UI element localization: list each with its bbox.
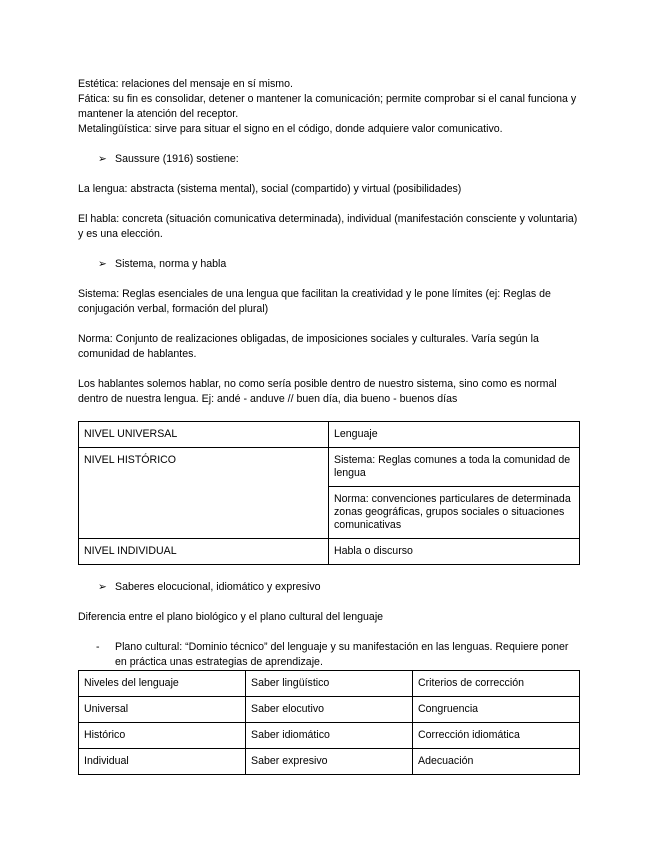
bullet-sistema-norma-habla (78, 257, 578, 272)
table-cell: Saber expresivo (246, 749, 413, 775)
table-cell: Sistema: Reglas comunes a toda la comunidad de lengua (329, 448, 580, 487)
arrow-bullet-icon: ➢ (98, 581, 107, 593)
table-cell: Norma: convenciones particulares de determinada zonas geográficas, grupos sociales o situaciones comunicativas (329, 487, 580, 539)
bullet-saussure-text: Saussure (1916) sostiene: (115, 153, 239, 165)
paragraph-norma: Norma: Conjunto de realizaciones obligadas, de imposiciones sociales y culturales. Varía según la comunidad de hablantes. (78, 333, 539, 360)
bullet-saberes (78, 580, 578, 595)
table-header-cell: Saber lingüístico (246, 671, 413, 697)
table-cell: NIVEL HISTÓRICO (79, 448, 329, 539)
saberes-table (78, 670, 580, 775)
table-cell: Lenguaje (329, 422, 580, 448)
document-page (78, 77, 578, 775)
table-row (79, 749, 580, 775)
table-cell: Histórico (79, 723, 246, 749)
table-cell: Individual (79, 749, 246, 775)
table-cell: Saber elocutivo (246, 697, 413, 723)
paragraph-lengua: La lengua: abstracta (sistema mental), social (compartido) y virtual (posibilidades) (78, 183, 462, 195)
bullet-saussure (78, 152, 578, 167)
paragraph-sistema: Sistema: Reglas esenciales de una lengua que facilitan la creatividad y le pone límites (ej: Reglas de conjugación verbal, formación del plural) (78, 288, 551, 315)
paragraph-diferencia: Diferencia entre el plano biológico y el plano cultural del lenguaje (78, 611, 384, 623)
paragraph-fatica: Fática: su fin es consolidar, detener o mantener la comunicación; permite comprobar si el canal funciona y mantener la atención del receptor. (78, 93, 577, 120)
bullet-sistema-norma-habla-text: Sistema, norma y habla (115, 258, 227, 270)
table-cell: Adecuación (413, 749, 580, 775)
table-row (79, 448, 580, 487)
arrow-bullet-icon: ➢ (98, 258, 107, 270)
table-header-row (79, 671, 580, 697)
paragraph-metalinguistica: Metalingüística: sirve para situar el signo en el código, donde adquiere valor comunicativo. (78, 123, 503, 135)
table-cell: Congruencia (413, 697, 580, 723)
paragraph-hablantes: Los hablantes solemos hablar, no como sería posible dentro de nuestro sistema, sino como es normal dentro de nuestra lengua. Ej: andé - anduve // buen día, dia bueno - buenos días (78, 378, 557, 405)
table-row (79, 723, 580, 749)
paragraph-habla: El habla: concreta (situación comunicativa determinada), individual (manifestación consciente y voluntaria) y es una elección. (78, 213, 578, 240)
table-cell: Corrección idiomática (413, 723, 580, 749)
table-cell: NIVEL UNIVERSAL (79, 422, 329, 448)
bullet-saberes-text: Saberes elocucional, idiomático y expresivo (115, 581, 321, 593)
table-cell: Universal (79, 697, 246, 723)
table-row (79, 539, 580, 565)
table-cell: Saber idiomático (246, 723, 413, 749)
dash-item-plano-cultural (78, 640, 578, 670)
table-row (79, 697, 580, 723)
paragraph-estetica: Estética: relaciones del mensaje en sí mismo. (78, 78, 293, 90)
table-cell: Habla o discurso (329, 539, 580, 565)
dash-bullet-icon: - (96, 641, 100, 653)
table-cell: NIVEL INDIVIDUAL (79, 539, 329, 565)
table-row (79, 422, 580, 448)
dash-item-plano-cultural-text: Plano cultural: “Dominio técnico” del lenguaje y su manifestación en las lenguas. Requiere poner en práctica unas estrategias de aprendizaje. (115, 641, 569, 668)
table-header-cell: Criterios de corrección (413, 671, 580, 697)
arrow-bullet-icon: ➢ (98, 153, 107, 165)
niveles-table (78, 421, 580, 565)
table-header-cell: Niveles del lenguaje (79, 671, 246, 697)
